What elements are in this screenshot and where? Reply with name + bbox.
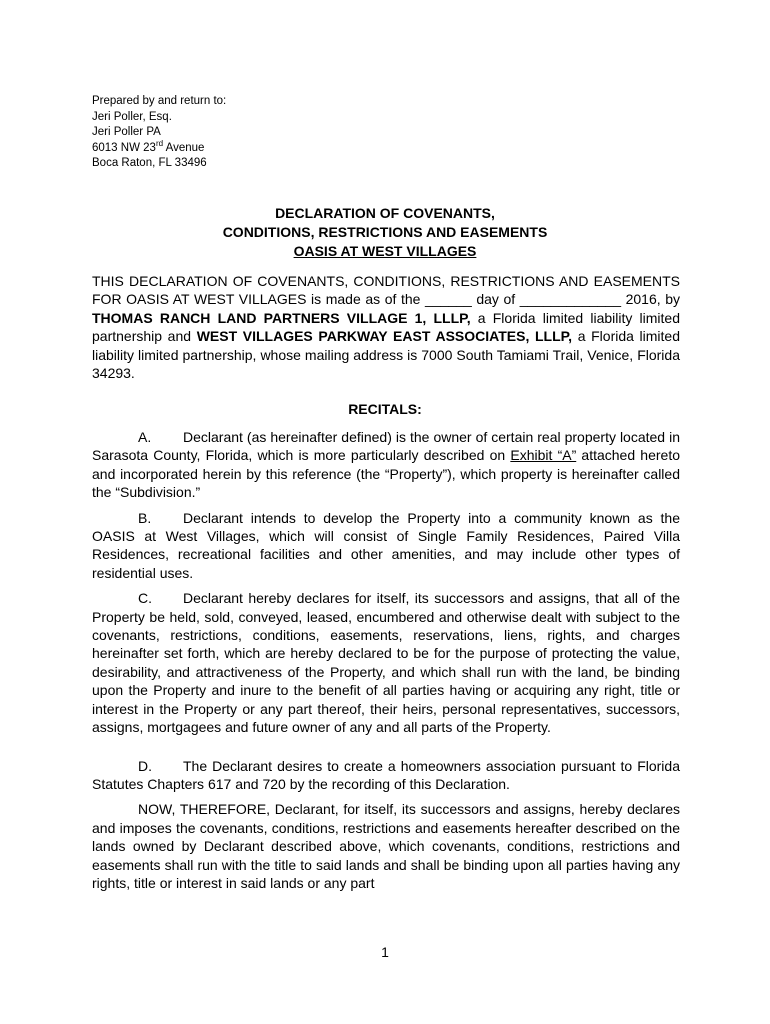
recital-a-text-1: Declarant (as hereinafter defined) is the owner of certain real property located in Sarasota County, Florida, which is more particularly described on [92,429,680,464]
firm-name: Jeri Poller PA [92,126,161,138]
title-line-1: DECLARATION OF COVENANTS, [275,205,495,221]
recital-a [92,428,680,502]
street-address-number: 6013 NW 23 [92,141,156,154]
recital-d [92,757,680,794]
recitals-body [92,428,680,899]
recital-c [92,589,680,736]
recital-a-label: A. [138,429,152,445]
page-number: 1 [381,944,389,960]
exhibit-a-link: Exhibit “A” [510,447,577,464]
document-title [92,204,678,261]
recital-b-text: Declarant intends to develop the Property into a community known as the OASIS at West Villages, which will consist of Single Family Residences, Paired Villa Residences, recreational facilities and other amenities, and may include other types of residential uses. [92,509,680,581]
intro-party-2: WEST VILLAGES PARKWAY EAST ASSOCIATES, LLLP, [196,328,573,345]
street-address-name: Avenue [163,141,205,154]
recital-b [92,509,680,583]
ordinal-suffix: rd [155,138,164,148]
recitals-heading: RECITALS: [348,401,422,417]
city-state-zip: Boca Raton, FL 33496 [92,157,207,169]
prepared-by-label: Prepared by and return to: [92,95,227,107]
title-line-2: CONDITIONS, RESTRICTIONS AND EASEMENTS [222,224,548,240]
recital-a-text-2: attached hereto and incorporated herein by this reference (the “Property”), which property is hereinafter called the “Subdivision.” [92,447,681,501]
now-therefore-paragraph: NOW, THEREFORE, Declarant, for itself, its successors and assigns, hereby declares and imposes the covenants, conditions, restrictions and easements hereafter described on the lands owned by Declarant described above, which covenants, conditions, restrictions and easements shall run with the title to said lands and shall be binding upon all parties having any rights, title or interest in said lands or any part [92,801,680,891]
recital-c-text: Declarant hereby declares for itself, its successors and assigns, that all of the Property be held, sold, conveyed, leased, encumbered and otherwise dealt with subject to the covenants, restrictions, conditions, easements, reservations, liens, rights, and charges hereinafter set forth, which are hereby declared to be for the purpose of protecting the value, desirability, and attractiveness of the Property, and which shall run with the land, be binding upon the Property and inure to the benefit of all parties having or acquiring any right, title or interest in the Property or any part thereof, their heirs, personal representatives, successors, assigns, mortgagees and future owner of any and all parts of the Property. [92,590,680,736]
intro-text-3: a Florida limited liability limited partnership, whose mailing address is 7000 South Tamiami Trail, Venice, Florida 34293. [92,328,681,382]
street-address [92,138,226,157]
intro-party-1: THOMAS RANCH LAND PARTNERS VILLAGE 1, LLLP, [92,309,471,326]
title-line-3: OASIS AT WEST VILLAGES [293,243,477,259]
attorney-name: Jeri Poller, Esq. [92,110,172,123]
intro-text-2: a Florida limited liability limited partnership and [92,309,681,345]
recital-d-text: The Declarant desires to create a homeowners association pursuant to Florida Statutes Chapters 617 and 720 by the recording of this Declaration. [92,757,680,792]
recital-d-label: D. [138,757,152,774]
prepared-by-block [92,94,226,172]
recital-c-label: C. [138,590,152,607]
intro-paragraph [92,272,680,382]
recital-b-label: B. [138,509,152,526]
intro-text-1: THIS DECLARATION OF COVENANTS, CONDITIONS, RESTRICTIONS AND EASEMENTS FOR OASIS AT WEST VILLAGES is made as of the ______ day of _____________ 2016, by [92,273,680,308]
